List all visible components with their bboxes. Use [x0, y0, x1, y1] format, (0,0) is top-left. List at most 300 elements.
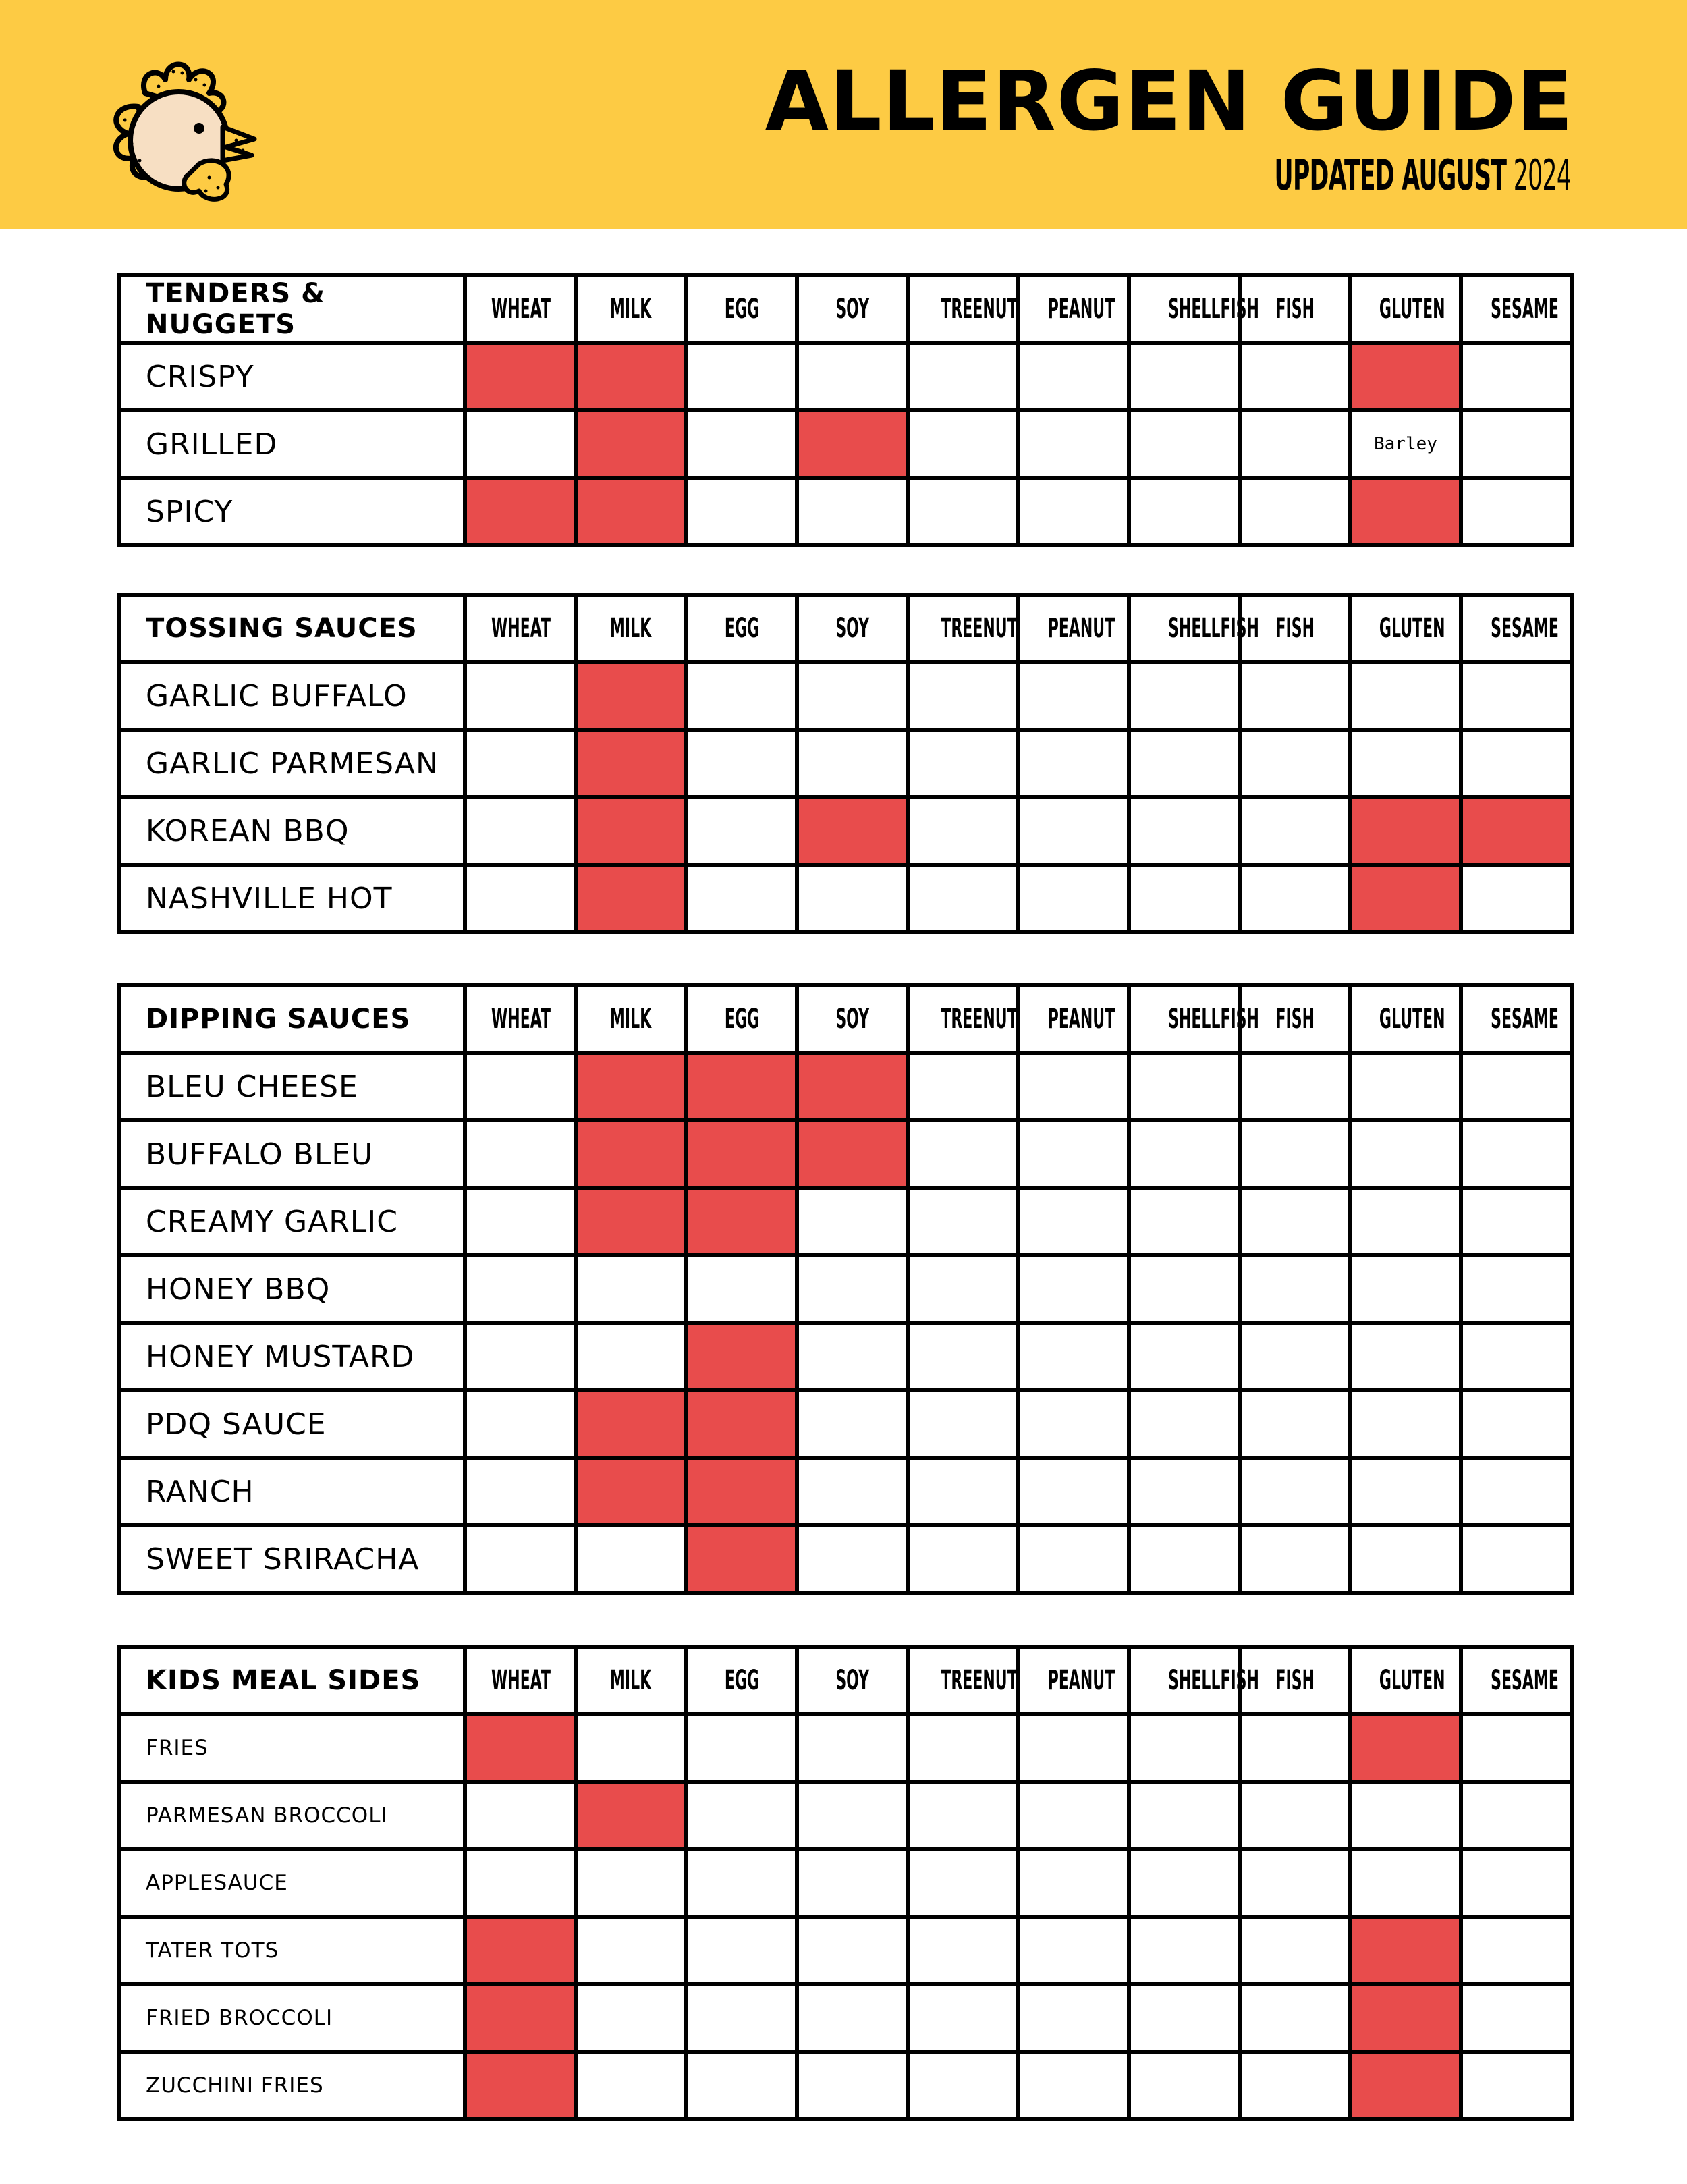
allergen-cell-empty [1129, 797, 1240, 865]
allergen-cell-empty [576, 1849, 686, 1917]
allergen-column-header [908, 985, 1018, 1053]
allergen-cell-empty [1129, 662, 1240, 730]
allergen-cell-empty [908, 797, 1018, 865]
allergen-cell-empty [1461, 1917, 1572, 1984]
allergen-cell-empty [908, 2052, 1018, 2119]
allergen-column-header [908, 275, 1018, 343]
allergen-cell-empty [465, 1390, 576, 1458]
item-name: CREAMY GARLIC [119, 1188, 465, 1255]
allergen-cell-empty [465, 1849, 576, 1917]
allergen-column-label: SHELLFISH [1168, 294, 1259, 325]
allergen-cell-empty [1018, 1188, 1129, 1255]
allergen-column-label: TREENUT [941, 1665, 1018, 1696]
table-row [119, 343, 1572, 410]
allergen-cell-empty [1240, 410, 1350, 478]
allergen-cell-present [576, 662, 686, 730]
item-name: KOREAN BBQ [119, 797, 465, 865]
allergen-cell-empty [1461, 662, 1572, 730]
allergen-cell-empty [1018, 1984, 1129, 2052]
allergen-cell-empty [1018, 1917, 1129, 1984]
allergen-cell-empty [908, 1984, 1018, 2052]
allergen-cell-empty [908, 1323, 1018, 1390]
allergen-column-label: MILK [610, 1004, 652, 1035]
allergen-cell-empty [1461, 1984, 1572, 2052]
allergen-column-label: WHEAT [491, 613, 551, 644]
allergen-column-label: WHEAT [491, 294, 551, 325]
allergen-cell-empty [908, 1917, 1018, 1984]
allergen-cell-present [576, 730, 686, 797]
allergen-cell-empty [576, 1525, 686, 1593]
allergen-column-header [1461, 1647, 1572, 1714]
allergen-column-header [1018, 595, 1129, 662]
table-row [119, 1188, 1572, 1255]
allergen-cell-present [576, 410, 686, 478]
allergen-cell-empty [1018, 1849, 1129, 1917]
allergen-cell-empty [576, 1323, 686, 1390]
table-row [119, 1525, 1572, 1593]
allergen-cell-empty [1461, 1188, 1572, 1255]
allergen-cell-empty [1018, 410, 1129, 478]
allergen-cell-empty [465, 1188, 576, 1255]
allergen-cell-empty [1461, 2052, 1572, 2119]
allergen-cell-empty [465, 797, 576, 865]
table-header-row [119, 595, 1572, 662]
allergen-cell-present [465, 1714, 576, 1782]
allergen-table [117, 273, 1574, 547]
allergen-column-header [576, 1647, 686, 1714]
allergen-cell-empty [1350, 1255, 1461, 1323]
allergen-cell-empty [1240, 1849, 1350, 1917]
table-row [119, 797, 1572, 865]
rooster-head-icon [98, 46, 260, 208]
allergen-cell-empty [1129, 1390, 1240, 1458]
item-name: NASHVILLE HOT [119, 865, 465, 932]
allergen-cell-empty [1018, 343, 1129, 410]
allergen-cell-empty [797, 343, 908, 410]
allergen-cell-empty [1129, 1458, 1240, 1525]
allergen-cell-empty [908, 662, 1018, 730]
allergen-cell-empty [1240, 1255, 1350, 1323]
allergen-cell-empty [1461, 1782, 1572, 1849]
allergen-cell-empty [1129, 1188, 1240, 1255]
table-row [119, 410, 1572, 478]
allergen-table [117, 593, 1574, 934]
allergen-column-label: WHEAT [491, 1004, 551, 1035]
allergen-cell-empty [686, 1714, 797, 1782]
table-header-row [119, 985, 1572, 1053]
allergen-column-label: TREENUT [941, 613, 1018, 644]
allergen-cell-present [576, 865, 686, 932]
allergen-column-label: SHELLFISH [1168, 613, 1259, 644]
allergen-cell-empty [1129, 1782, 1240, 1849]
allergen-cell-empty [908, 478, 1018, 545]
item-name: PARMESAN BROCCOLI [119, 1782, 465, 1849]
allergen-cell-empty [686, 1255, 797, 1323]
allergen-column-label: SOY [835, 1665, 869, 1696]
allergen-cell-present [465, 343, 576, 410]
allergen-table [117, 1645, 1574, 2121]
allergen-cell-empty [1018, 865, 1129, 932]
allergen-cell-note: Barley [1350, 410, 1461, 478]
allergen-column-header [465, 1647, 576, 1714]
table-header-row [119, 1647, 1572, 1714]
allergen-cell-empty [797, 478, 908, 545]
allergen-cell-empty [686, 662, 797, 730]
allergen-column-label: EGG [724, 1004, 759, 1035]
allergen-cell-empty [908, 410, 1018, 478]
allergen-cell-empty [1018, 1525, 1129, 1593]
allergen-cell-empty [1018, 2052, 1129, 2119]
allergen-cell-empty [686, 865, 797, 932]
allergen-cell-empty [1018, 797, 1129, 865]
allergen-column-label: PEANUT [1047, 1665, 1115, 1696]
allergen-cell-present [1350, 1984, 1461, 2052]
allergen-cell-empty [686, 343, 797, 410]
allergen-cell-empty [1129, 2052, 1240, 2119]
allergen-section-3 [117, 1645, 1570, 2121]
allergen-cell-empty [1350, 1120, 1461, 1188]
allergen-cell-empty [1350, 1323, 1461, 1390]
allergen-cell-empty [1240, 1917, 1350, 1984]
allergen-cell-empty [1129, 478, 1240, 545]
allergen-column-label: PEANUT [1047, 1004, 1115, 1035]
allergen-cell-empty [1350, 1782, 1461, 1849]
allergen-column-header [576, 985, 686, 1053]
allergen-cell-empty [1461, 865, 1572, 932]
allergen-cell-empty [1240, 1714, 1350, 1782]
allergen-column-label: GLUTEN [1379, 1004, 1445, 1035]
allergen-cell-empty [1018, 1120, 1129, 1188]
allergen-column-label: GLUTEN [1379, 613, 1445, 644]
allergen-cell-empty [1018, 1053, 1129, 1120]
item-name: FRIED BROCCOLI [119, 1984, 465, 2052]
allergen-cell-empty [1461, 1255, 1572, 1323]
allergen-cell-empty [1350, 1458, 1461, 1525]
item-name: SWEET SRIRACHA [119, 1525, 465, 1593]
allergen-column-header [1461, 275, 1572, 343]
allergen-column-label: MILK [610, 613, 652, 644]
allergen-cell-empty [1240, 1525, 1350, 1593]
allergen-cell-empty [1129, 1323, 1240, 1390]
updated-year: 2024 [1513, 151, 1571, 200]
allergen-column-header [1129, 1647, 1259, 1714]
allergen-cell-empty [1461, 1714, 1572, 1782]
allergen-cell-present [686, 1458, 797, 1525]
allergen-cell-present [1461, 797, 1572, 865]
allergen-cell-empty [1018, 1255, 1129, 1323]
allergen-column-header [1018, 1647, 1129, 1714]
allergen-cell-empty [908, 1188, 1018, 1255]
allergen-cell-present [686, 1053, 797, 1120]
allergen-cell-empty [1240, 1458, 1350, 1525]
allergen-column-label: SOY [835, 613, 869, 644]
allergen-column-label: SESAME [1491, 294, 1559, 325]
allergen-column-label: TREENUT [941, 294, 1018, 325]
item-name: SPICY [119, 478, 465, 545]
allergen-cell-empty [1129, 1053, 1240, 1120]
allergen-cell-empty [797, 1188, 908, 1255]
table-row [119, 1714, 1572, 1782]
allergen-cell-empty [1350, 1849, 1461, 1917]
allergen-column-label: SESAME [1491, 613, 1559, 644]
allergen-section-1 [117, 593, 1570, 934]
allergen-cell-present [576, 1782, 686, 1849]
item-name: RANCH [119, 1458, 465, 1525]
allergen-cell-empty [1350, 1053, 1461, 1120]
allergen-cell-empty [908, 1714, 1018, 1782]
allergen-cell-empty [1240, 865, 1350, 932]
allergen-cell-empty [797, 1984, 908, 2052]
allergen-cell-empty [465, 410, 576, 478]
allergen-column-label: PEANUT [1047, 613, 1115, 644]
allergen-cell-empty [797, 1849, 908, 1917]
allergen-cell-empty [908, 1390, 1018, 1458]
allergen-cell-empty [1129, 410, 1240, 478]
allergen-cell-empty [1240, 1120, 1350, 1188]
allergen-column-header [797, 1647, 908, 1714]
allergen-cell-empty [908, 343, 1018, 410]
allergen-column-label: SHELLFISH [1168, 1004, 1259, 1035]
allergen-cell-present [797, 797, 908, 865]
allergen-cell-present [1350, 343, 1461, 410]
allergen-cell-empty [686, 2052, 797, 2119]
allergen-cell-empty [465, 1120, 576, 1188]
allergen-cell-empty [465, 730, 576, 797]
allergen-cell-empty [908, 1255, 1018, 1323]
allergen-cell-empty [908, 730, 1018, 797]
allergen-cell-present [1350, 1714, 1461, 1782]
allergen-cell-empty [797, 1782, 908, 1849]
allergen-cell-present [1350, 797, 1461, 865]
section-title: TOSSING SAUCES [119, 595, 465, 662]
allergen-cell-empty [908, 1525, 1018, 1593]
allergen-cell-present [1350, 865, 1461, 932]
allergen-cell-empty [686, 730, 797, 797]
allergen-cell-empty [1461, 478, 1572, 545]
allergen-cell-empty [1240, 478, 1350, 545]
allergen-column-header [576, 275, 686, 343]
allergen-cell-empty [1240, 1782, 1350, 1849]
allergen-cell-empty [1240, 1390, 1350, 1458]
allergen-cell-empty [797, 1525, 908, 1593]
allergen-cell-empty [465, 1053, 576, 1120]
allergen-column-header [576, 595, 686, 662]
allergen-cell-present [797, 1120, 908, 1188]
allergen-column-label: FISH [1275, 294, 1315, 325]
allergen-column-header [465, 595, 576, 662]
allergen-cell-empty [1018, 1782, 1129, 1849]
allergen-cell-empty [1129, 865, 1240, 932]
allergen-column-label: EGG [724, 1665, 759, 1696]
allergen-cell-empty [908, 1053, 1018, 1120]
allergen-cell-empty [797, 1917, 908, 1984]
allergen-cell-empty [1461, 1849, 1572, 1917]
allergen-cell-empty [1240, 797, 1350, 865]
allergen-cell-empty [797, 1255, 908, 1323]
allergen-cell-empty [686, 410, 797, 478]
allergen-cell-empty [1018, 478, 1129, 545]
table-header-row [119, 275, 1572, 343]
table-row [119, 1390, 1572, 1458]
allergen-cell-empty [576, 2052, 686, 2119]
table-row [119, 865, 1572, 932]
allergen-cell-empty [1461, 1458, 1572, 1525]
allergen-cell-empty [576, 1255, 686, 1323]
page-header [0, 0, 1687, 229]
allergen-cell-empty [1240, 1053, 1350, 1120]
allergen-cell-empty [1461, 1525, 1572, 1593]
allergen-cell-empty [797, 1458, 908, 1525]
allergen-cell-present [576, 1053, 686, 1120]
allergen-cell-empty [1240, 662, 1350, 730]
allergen-cell-empty [1461, 1390, 1572, 1458]
table-row [119, 1849, 1572, 1917]
page-title: ALLERGEN GUIDE [765, 53, 1574, 149]
allergen-cell-empty [797, 865, 908, 932]
allergen-column-header [1350, 1647, 1461, 1714]
item-name: CRISPY [119, 343, 465, 410]
table-row [119, 662, 1572, 730]
item-name: HONEY BBQ [119, 1255, 465, 1323]
allergen-column-header [686, 1647, 797, 1714]
allergen-column-header [1129, 595, 1259, 662]
allergen-cell-present [576, 797, 686, 865]
table-row [119, 2052, 1572, 2119]
allergen-column-header [686, 595, 797, 662]
allergen-cell-empty [797, 662, 908, 730]
allergen-column-label: SESAME [1491, 1665, 1559, 1696]
allergen-cell-empty [1461, 1053, 1572, 1120]
item-name: GRILLED [119, 410, 465, 478]
allergen-cell-empty [686, 1984, 797, 2052]
allergen-cell-present [1350, 478, 1461, 545]
allergen-cell-empty [686, 1917, 797, 1984]
allergen-table [117, 983, 1574, 1595]
allergen-cell-empty [1350, 662, 1461, 730]
allergen-cell-empty [1129, 730, 1240, 797]
allergen-cell-empty [1018, 662, 1129, 730]
allergen-cell-present [686, 1188, 797, 1255]
allergen-column-header [686, 275, 797, 343]
allergen-column-header [465, 985, 576, 1053]
table-row [119, 1782, 1572, 1849]
allergen-cell-empty [1350, 1525, 1461, 1593]
allergen-column-label: WHEAT [491, 1665, 551, 1696]
allergen-cell-empty [1240, 1188, 1350, 1255]
allergen-column-header [1461, 985, 1572, 1053]
allergen-column-header [1129, 275, 1259, 343]
allergen-cell-empty [908, 1782, 1018, 1849]
allergen-cell-present [465, 478, 576, 545]
allergen-cell-empty [908, 1458, 1018, 1525]
allergen-column-header [908, 595, 1018, 662]
allergen-column-label: EGG [724, 613, 759, 644]
allergen-cell-present [797, 1053, 908, 1120]
allergen-cell-empty [1240, 1323, 1350, 1390]
allergen-cell-empty [576, 1714, 686, 1782]
item-name: FRIES [119, 1714, 465, 1782]
section-title: TENDERS & NUGGETS [119, 275, 465, 343]
allergen-cell-empty [1129, 1714, 1240, 1782]
allergen-cell-empty [797, 1390, 908, 1458]
table-row [119, 1458, 1572, 1525]
allergen-column-label: GLUTEN [1379, 1665, 1445, 1696]
allergen-column-label: SOY [835, 1004, 869, 1035]
allergen-cell-empty [1129, 1120, 1240, 1188]
item-name: BLEU CHEESE [119, 1053, 465, 1120]
item-name: ZUCCHINI FRIES [119, 2052, 465, 2119]
allergen-cell-empty [1018, 1323, 1129, 1390]
allergen-column-header [797, 275, 908, 343]
allergen-cell-empty [1129, 1917, 1240, 1984]
allergen-column-header [797, 595, 908, 662]
allergen-column-label: MILK [610, 1665, 652, 1696]
table-row [119, 1323, 1572, 1390]
item-name: TATER TOTS [119, 1917, 465, 1984]
allergen-column-header [1129, 985, 1259, 1053]
allergen-cell-empty [465, 865, 576, 932]
allergen-cell-empty [686, 1782, 797, 1849]
allergen-cell-present [576, 1390, 686, 1458]
allergen-cell-present [576, 478, 686, 545]
allergen-cell-present [686, 1120, 797, 1188]
allergen-cell-empty [797, 730, 908, 797]
allergen-cell-empty [1129, 1255, 1240, 1323]
allergen-cell-present [465, 1984, 576, 2052]
allergen-cell-empty [1461, 410, 1572, 478]
item-name: BUFFALO BLEU [119, 1120, 465, 1188]
allergen-cell-empty [797, 1714, 908, 1782]
allergen-cell-empty [465, 1458, 576, 1525]
table-row [119, 478, 1572, 545]
table-row [119, 1255, 1572, 1323]
allergen-column-header [908, 1647, 1018, 1714]
allergen-column-label: SOY [835, 294, 869, 325]
allergen-column-header [1461, 595, 1572, 662]
allergen-section-2 [117, 983, 1570, 1595]
allergen-cell-empty [908, 865, 1018, 932]
table-row [119, 1053, 1572, 1120]
allergen-cell-empty [1018, 1458, 1129, 1525]
table-row [119, 1917, 1572, 1984]
allergen-column-label: GLUTEN [1379, 294, 1445, 325]
allergen-cell-empty [1018, 1714, 1129, 1782]
allergen-column-label: EGG [724, 294, 759, 325]
allergen-cell-empty [465, 662, 576, 730]
allergen-cell-empty [908, 1120, 1018, 1188]
allergen-cell-empty [1461, 1120, 1572, 1188]
allergen-column-header [1018, 985, 1129, 1053]
table-row [119, 1984, 1572, 2052]
allergen-column-label: FISH [1275, 1665, 1315, 1696]
allergen-cell-empty [1240, 730, 1350, 797]
allergen-column-label: FISH [1275, 613, 1315, 644]
allergen-cell-empty [1018, 1390, 1129, 1458]
allergen-column-label: FISH [1275, 1004, 1315, 1035]
allergen-cell-empty [1240, 343, 1350, 410]
allergen-cell-empty [908, 1849, 1018, 1917]
item-name: GARLIC PARMESAN [119, 730, 465, 797]
allergen-cell-empty [686, 797, 797, 865]
allergen-cell-present [686, 1323, 797, 1390]
updated-date [1274, 147, 1571, 204]
allergen-cell-empty [1129, 1984, 1240, 2052]
allergen-cell-empty [797, 1323, 908, 1390]
allergen-cell-empty [1018, 730, 1129, 797]
allergen-cell-empty [1350, 1188, 1461, 1255]
allergen-cell-empty [1350, 730, 1461, 797]
allergen-cell-empty [1240, 1984, 1350, 2052]
